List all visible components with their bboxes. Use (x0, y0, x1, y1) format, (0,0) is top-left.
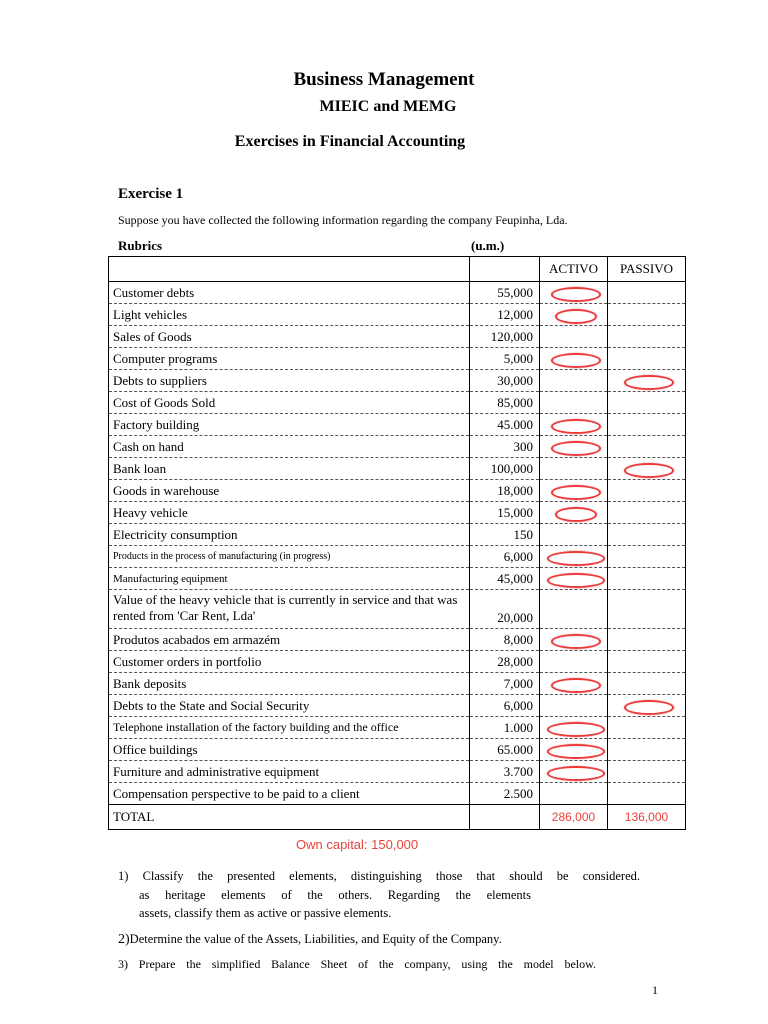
activo-cell (540, 414, 608, 436)
row-value: 7,000 (470, 673, 540, 695)
row-label: Debts to suppliers (109, 370, 470, 392)
total-activo: 286,000 (540, 805, 608, 830)
row-label: Compensation perspective to be paid to a client (109, 783, 470, 805)
exercise-intro: Suppose you have collected the following information regarding the company Feupinha, Lda. (118, 213, 568, 227)
total-passivo: 136,000 (608, 805, 686, 830)
table-row (109, 414, 686, 436)
activo-circle-mark (547, 551, 605, 566)
passivo-cell (608, 651, 686, 673)
row-label: Produtos acabados em armazém (109, 629, 470, 651)
activo-cell (540, 761, 608, 783)
table-row (109, 436, 686, 458)
activo-cell (540, 717, 608, 739)
row-value: 6,000 (470, 546, 540, 568)
total-value-blank (470, 805, 540, 830)
document-title: Business Management (293, 69, 475, 90)
document-heading: Exercises in Financial Accounting (234, 133, 466, 150)
row-label: Manufacturing equipment (109, 568, 470, 590)
activo-cell (540, 524, 608, 546)
table-row (109, 458, 686, 480)
row-label: Debts to the State and Social Security (109, 695, 470, 717)
row-value: 8,000 (470, 629, 540, 651)
question-2 (118, 932, 502, 948)
row-value: 120,000 (470, 326, 540, 348)
rubrics-table (108, 256, 686, 830)
row-label: Electricity consumption (109, 524, 470, 546)
header-passivo: PASSIVO (608, 257, 686, 282)
table-row (109, 282, 686, 304)
passivo-cell (608, 673, 686, 695)
row-label: Office buildings (109, 739, 470, 761)
passivo-circle-mark (624, 463, 674, 478)
row-label: Customer orders in portfolio (109, 651, 470, 673)
passivo-cell (608, 502, 686, 524)
passivo-cell (608, 695, 686, 717)
activo-circle-mark (555, 507, 597, 522)
table-row (109, 761, 686, 783)
activo-circle-mark (555, 309, 597, 324)
row-value: 85,000 (470, 392, 540, 414)
activo-cell (540, 348, 608, 370)
activo-cell (540, 458, 608, 480)
activo-cell (540, 326, 608, 348)
table-row (109, 717, 686, 739)
passivo-cell (608, 717, 686, 739)
activo-circle-mark (547, 722, 605, 737)
row-value: 65.000 (470, 739, 540, 761)
row-label: Bank deposits (109, 673, 470, 695)
question-2-number: 2) (118, 932, 130, 947)
activo-circle-mark (551, 485, 601, 500)
row-label: Light vehicles (109, 304, 470, 326)
question-1-line-3: assets, classify them as active or passive elements. (139, 906, 392, 920)
table-row (109, 546, 686, 568)
row-label: Products in the process of manufacturing (in progress) (109, 546, 470, 568)
table-row (109, 524, 686, 546)
table-row (109, 695, 686, 717)
activo-circle-mark (551, 287, 601, 302)
passivo-cell (608, 546, 686, 568)
passivo-cell (608, 480, 686, 502)
activo-circle-mark (547, 744, 605, 759)
question-1-line-1: 1) Classify the presented elements, distinguishing those that should be considered. (118, 869, 640, 883)
activo-cell (540, 568, 608, 590)
passivo-circle-mark (624, 700, 674, 715)
row-label: Customer debts (109, 282, 470, 304)
passivo-cell (608, 414, 686, 436)
question-1-line-2: as heritage elements of the others. Regarding the elements (139, 888, 531, 902)
table-row (109, 590, 686, 629)
passivo-cell (608, 524, 686, 546)
row-value: 3.700 (470, 761, 540, 783)
passivo-cell (608, 590, 686, 629)
page-number: 1 (652, 983, 658, 997)
activo-cell (540, 480, 608, 502)
passivo-cell (608, 304, 686, 326)
own-capital-note: Own capital: 150,000 (296, 837, 419, 852)
passivo-cell (608, 282, 686, 304)
table-row (109, 739, 686, 761)
activo-cell (540, 673, 608, 695)
table-row (109, 348, 686, 370)
unit-label: (u.m.) (471, 238, 505, 253)
question-3: 3) Prepare the simplified Balance Sheet of the company, using the model below. (118, 957, 596, 971)
row-value: 2.500 (470, 783, 540, 805)
table-row (109, 392, 686, 414)
row-value: 300 (470, 436, 540, 458)
rubrics-label: Rubrics (118, 238, 163, 253)
activo-circle-mark (551, 419, 601, 434)
row-label: Cost of Goods Sold (109, 392, 470, 414)
row-value: 20,000 (470, 590, 540, 629)
activo-cell (540, 629, 608, 651)
row-label: Telephone installation of the factory building and the office (109, 717, 470, 739)
row-value: 100,000 (470, 458, 540, 480)
row-label: Heavy vehicle (109, 502, 470, 524)
passivo-cell (608, 348, 686, 370)
table-row (109, 673, 686, 695)
passivo-cell (608, 629, 686, 651)
total-row (109, 805, 686, 830)
passivo-cell (608, 436, 686, 458)
row-value: 28,000 (470, 651, 540, 673)
activo-cell (540, 695, 608, 717)
row-label: Value of the heavy vehicle that is currently in service and that was rented from 'Car Rent, Lda' (109, 590, 470, 629)
table-row (109, 370, 686, 392)
row-value: 15,000 (470, 502, 540, 524)
table-row (109, 304, 686, 326)
passivo-cell (608, 370, 686, 392)
activo-circle-mark (551, 634, 601, 649)
total-label: TOTAL (109, 805, 470, 830)
row-value: 5,000 (470, 348, 540, 370)
row-value: 45,000 (470, 568, 540, 590)
passivo-cell (608, 568, 686, 590)
activo-cell (540, 282, 608, 304)
row-label: Goods in warehouse (109, 480, 470, 502)
passivo-cell (608, 458, 686, 480)
activo-cell (540, 546, 608, 568)
table-row (109, 783, 686, 805)
activo-cell (540, 783, 608, 805)
passivo-cell (608, 783, 686, 805)
table-row (109, 629, 686, 651)
activo-circle-mark (551, 678, 601, 693)
table-row (109, 568, 686, 590)
table-header-row (109, 257, 686, 282)
row-value: 1.000 (470, 717, 540, 739)
activo-circle-mark (547, 573, 605, 588)
row-value: 12,000 (470, 304, 540, 326)
row-label: Sales of Goods (109, 326, 470, 348)
passivo-cell (608, 392, 686, 414)
activo-cell (540, 436, 608, 458)
passivo-circle-mark (624, 375, 674, 390)
row-label: Bank loan (109, 458, 470, 480)
table-row (109, 480, 686, 502)
row-value: 150 (470, 524, 540, 546)
passivo-cell (608, 326, 686, 348)
row-label: Cash on hand (109, 436, 470, 458)
row-label: Factory building (109, 414, 470, 436)
row-value: 30,000 (470, 370, 540, 392)
activo-circle-mark (551, 441, 601, 456)
row-value: 45.000 (470, 414, 540, 436)
header-blank-value (470, 257, 540, 282)
question-2-text: Determine the value of the Assets, Liabilities, and Equity of the Company. (129, 932, 502, 946)
table-row (109, 502, 686, 524)
activo-cell (540, 651, 608, 673)
row-label: Furniture and administrative equipment (109, 761, 470, 783)
header-blank-label (109, 257, 470, 282)
document-subtitle: MIEIC and MEMG (319, 98, 457, 115)
table-row (109, 651, 686, 673)
activo-circle-mark (551, 353, 601, 368)
row-value: 6,000 (470, 695, 540, 717)
table-row (109, 326, 686, 348)
activo-cell (540, 370, 608, 392)
activo-cell (540, 304, 608, 326)
row-value: 55,000 (470, 282, 540, 304)
passivo-cell (608, 761, 686, 783)
activo-circle-mark (547, 766, 605, 781)
header-activo: ACTIVO (540, 257, 608, 282)
activo-cell (540, 739, 608, 761)
row-label: Computer programs (109, 348, 470, 370)
row-value: 18,000 (470, 480, 540, 502)
activo-cell (540, 392, 608, 414)
exercise-title: Exercise 1 (118, 186, 184, 202)
activo-cell (540, 502, 608, 524)
passivo-cell (608, 739, 686, 761)
activo-cell (540, 590, 608, 629)
